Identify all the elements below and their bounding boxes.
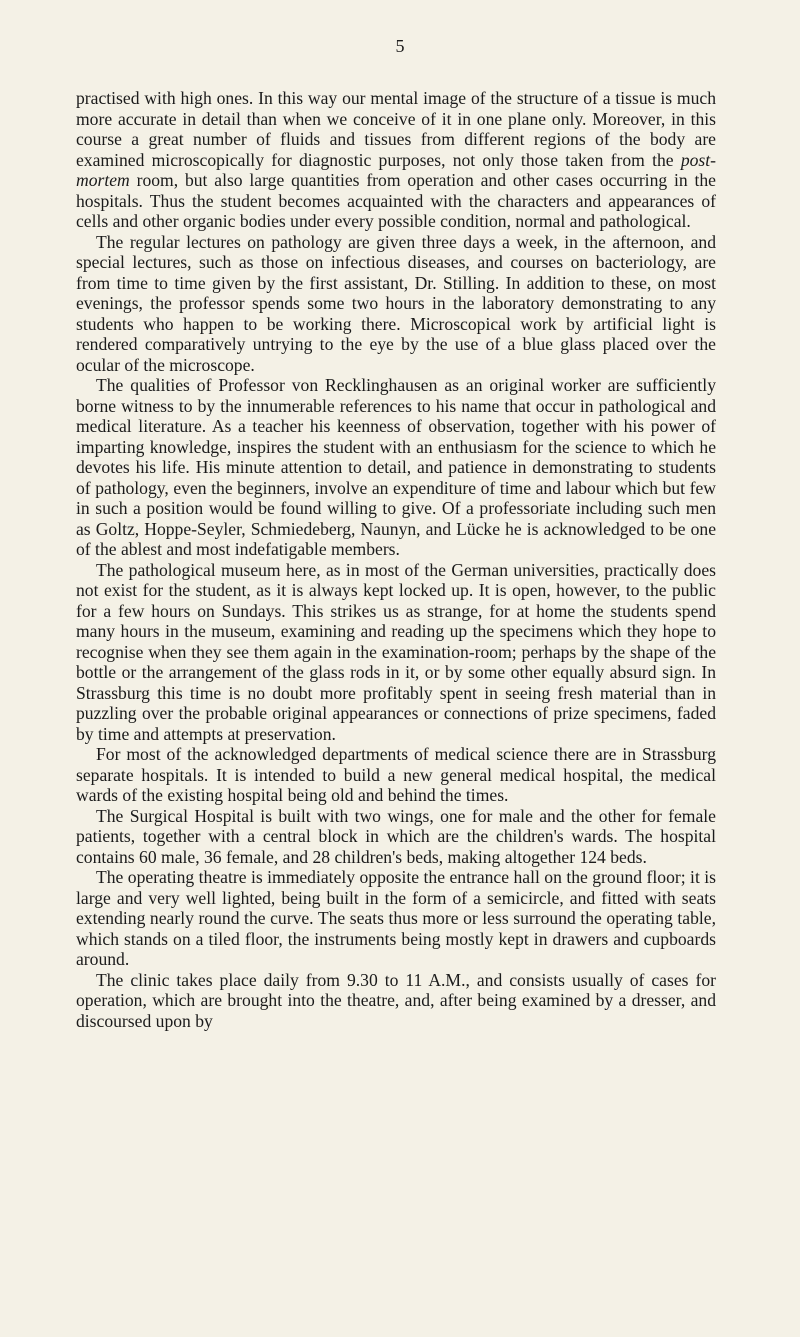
paragraph: The regular lectures on pathology are given three days a week, in the afternoon, and special lectures, such as those on infectious diseases, and courses on bacteriology, are from time to time given by the first assistant, Dr. Stilling. In addition to these, on most evenings, the professor spends some two hours in the laboratory demonstrating to any students who happen to be working there. Microscopical work by artificial light is rendered comparatively untrying to the eye by the use of a blue glass placed over the ocular of the microscope. bbox=[76, 231, 716, 375]
paragraph: The operating theatre is immediately opposite the entrance hall on the ground floor; it is large and very well lighted, being built in the form of a semicircle, and fitted with seats extending nearly round the curve. The seats thus more or less surround the operating table, which stands on a tiled floor, the instruments being mostly kept in drawers and cupboards around. bbox=[76, 867, 716, 969]
paragraph: practised with high ones. In this way our mental image of the structure of a tissue is much more accurate in detail than when we conceive of it in one plane only. Moreover, in this course a great number of fluids and tissues from different regions of the body are examined microscopically for diagnostic purposes, not only those taken from the post-mortem room, but also large quantities from operation and other cases occurring in the hospitals. Thus the student becomes acquainted with the characters and appearances of cells and other organic bodies under every possible condition, normal and pathological. bbox=[76, 88, 716, 231]
page-number: 5 bbox=[395, 36, 405, 56]
paragraph: For most of the acknowledged departments of medical science there are in Strassburg separate hospitals. It is intended to build a new general medical hospital, the medical wards of the existing hospital being old and behind the times. bbox=[76, 744, 716, 805]
paragraph: The clinic takes place daily from 9.30 to 11 A.M., and consists usually of cases for operation, which are brought into the theatre, and, after being examined by a dresser, and discoursed upon by bbox=[76, 969, 716, 1031]
paragraph: The qualities of Professor von Recklinghausen as an original worker are sufficiently borne witness to by the innumerable references to his name that occur in pathological and medical literature. As a teacher his keenness of observation, together with his power of imparting knowledge, inspires the student with an enthusiasm for the science to which he devotes his life. His minute attention to detail, and patience in demonstrating to students of pathology, even the beginners, involve an expenditure of time and labour which but few in such a position would be found willing to give. Of a professoriate including such men as Goltz, Hoppe-Seyler, Schmiedeberg, Naunyn, and Lücke he is acknowledged to be one of the ablest and most indefatigable members. bbox=[76, 375, 716, 559]
body-text bbox=[76, 88, 716, 1031]
paragraph: The Surgical Hospital is built with two wings, one for male and the other for female patients, together with a central block in which are the children's wards. The hospital contains 60 male, 36 female, and 28 children's beds, making altogether 124 beds. bbox=[76, 805, 716, 867]
paragraph: The pathological museum here, as in most of the German universities, practically does not exist for the student, as it is always kept locked up. It is open, however, to the public for a few hours on Sundays. This strikes us as strange, for at home the students spend many hours in the museum, examining and reading up the specimens which they hope to recognise when they see them again in the examination-room; perhaps by the shape of the bottle or the arrangement of the glass rods in it, or by some other equally absurd sign. In Strassburg this time is no doubt more profitably spent in seeing fresh material than in puzzling over the probable original appearances or connections of prize specimens, faded by time and attempts at preservation. bbox=[76, 559, 716, 744]
